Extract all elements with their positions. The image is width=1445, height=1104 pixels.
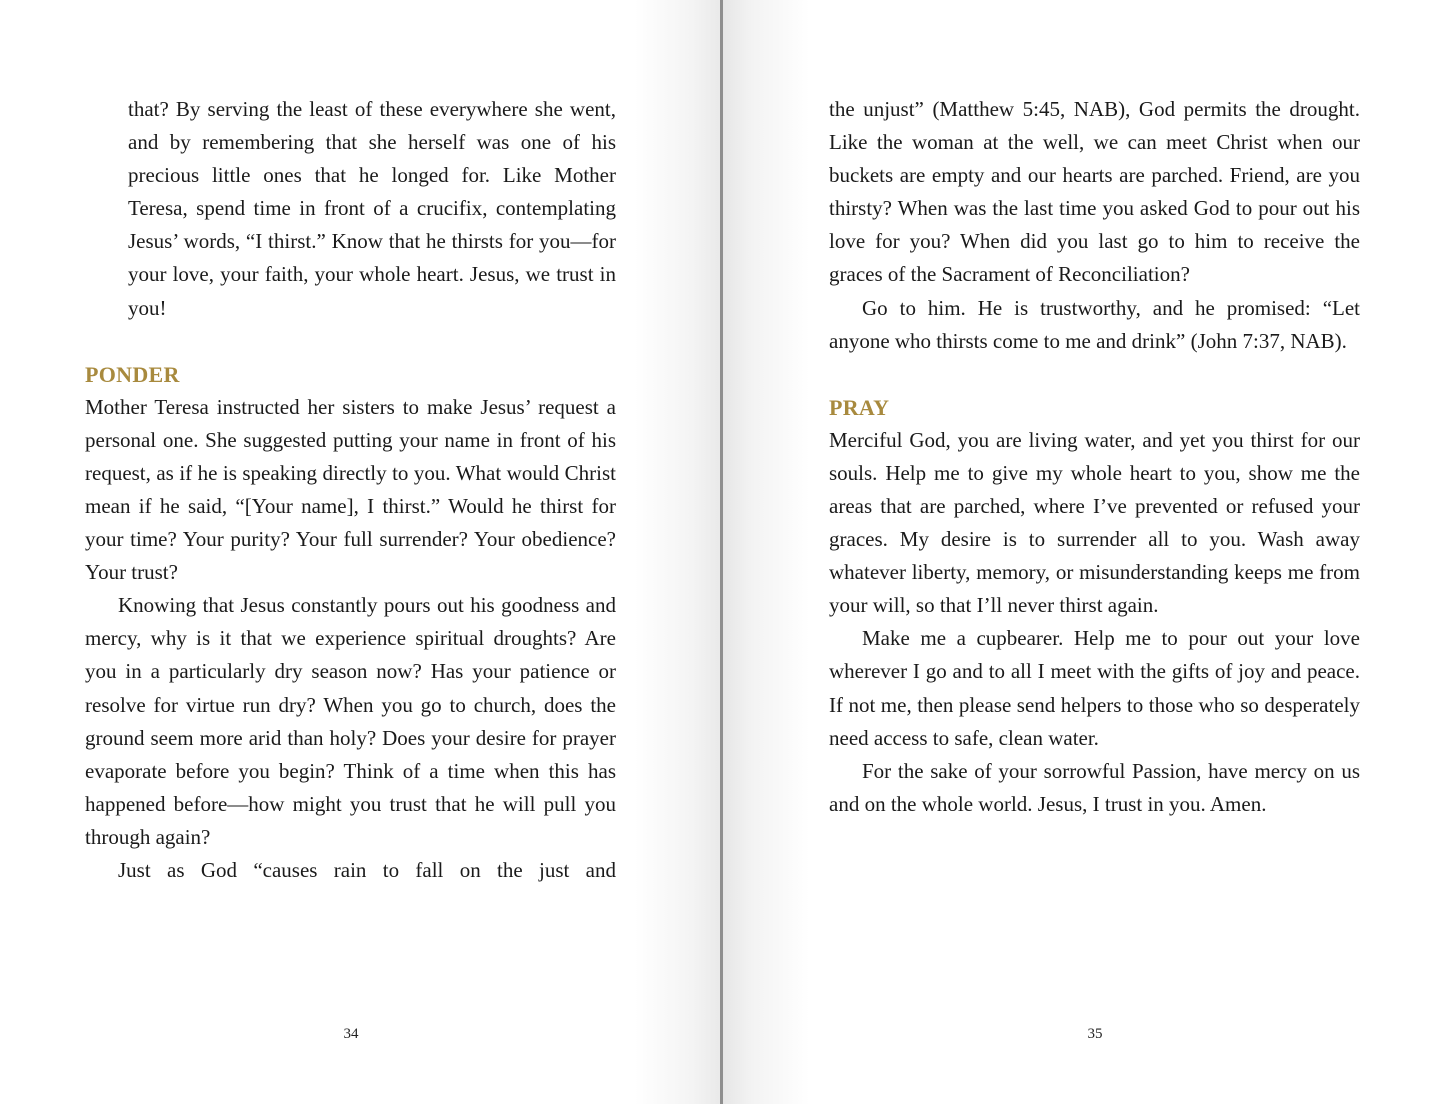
- paragraph: Mother Teresa instructed her sisters to make Jesus’ request a personal one. She suggested putting your name in front of his request, as if he is speaking directly to you. What would Christ mean if he said, “[Your name], I thirst.” Would he thirst for your time? Your purity? Your full surrender? Your obedience? Your trust?: [85, 394, 616, 585]
- paragraph: Make me a cupbearer. Help me to pour out your love wherever I go and to all I meet with the gifts of joy and peace. If not me, then please send helpers to those who so desperately need access to safe, clean water.: [829, 626, 1360, 750]
- paragraph: Merciful God, you are living water, and yet you thirst for our souls. Help me to give my whole heart to you, show me the areas that are parched, where I’ve prevented or refused your graces. My desire is to surrender all to you. Wash away whatever liberty, memory, or misunderstanding keeps me from your will, so that I’ll never thirst again.: [829, 427, 1360, 618]
- paragraph-continuation: that? By serving the least of these everywhere she went, and by remembering that she herself was one of his precious little ones that he longed for. Like Mother Teresa, spend time in front of a crucifix, contemplating Jesus’ words, “I thirst.” Know that he thirsts for you—for your love, your faith, your whole heart. Jesus, we trust in you!: [128, 97, 616, 320]
- page-number: 35: [1087, 1026, 1103, 1042]
- paragraph-continuation: the unjust” (Matthew 5:45, NAB), God permits the drought. Like the woman at the well, we can meet Christ when our buckets are empty and our hearts are parched. Friend, are you thirsty? When was the last time you asked God to pour out his love for you? When did you last go to him to receive the graces of the Sacrament of Reconciliation?: [829, 97, 1360, 287]
- paragraph: Just as God “causes rain to fall on the just and: [118, 857, 616, 882]
- page-number: 34: [343, 1026, 359, 1042]
- right-page: [723, 0, 1445, 1104]
- paragraph: Knowing that Jesus constantly pours out his goodness and mercy, why is it that we experience spiritual droughts? Are you in a particularly dry season now? Has your patience or resolve for virtue run dry? When you go to church, does the ground seem more arid than holy? Does your desire for prayer evaporate before you begin? Think of a time when this has happened before—how might you trust that he will pull you through again?: [85, 593, 616, 849]
- paragraph: For the sake of your sorrowful Passion, have mercy on us and on the whole world. Jesus, I trust in you. Amen.: [829, 758, 1360, 816]
- paragraph: Go to him. He is trustworthy, and he promised: “Let anyone who thirsts come to me and drink” (John 7:37, NAB).: [829, 295, 1360, 353]
- right-page-text: [829, 93, 1360, 821]
- left-page: [0, 0, 721, 1104]
- section-heading-ponder: PONDER: [85, 361, 180, 387]
- section-heading-pray: PRAY: [829, 394, 890, 420]
- left-page-text: [85, 93, 616, 887]
